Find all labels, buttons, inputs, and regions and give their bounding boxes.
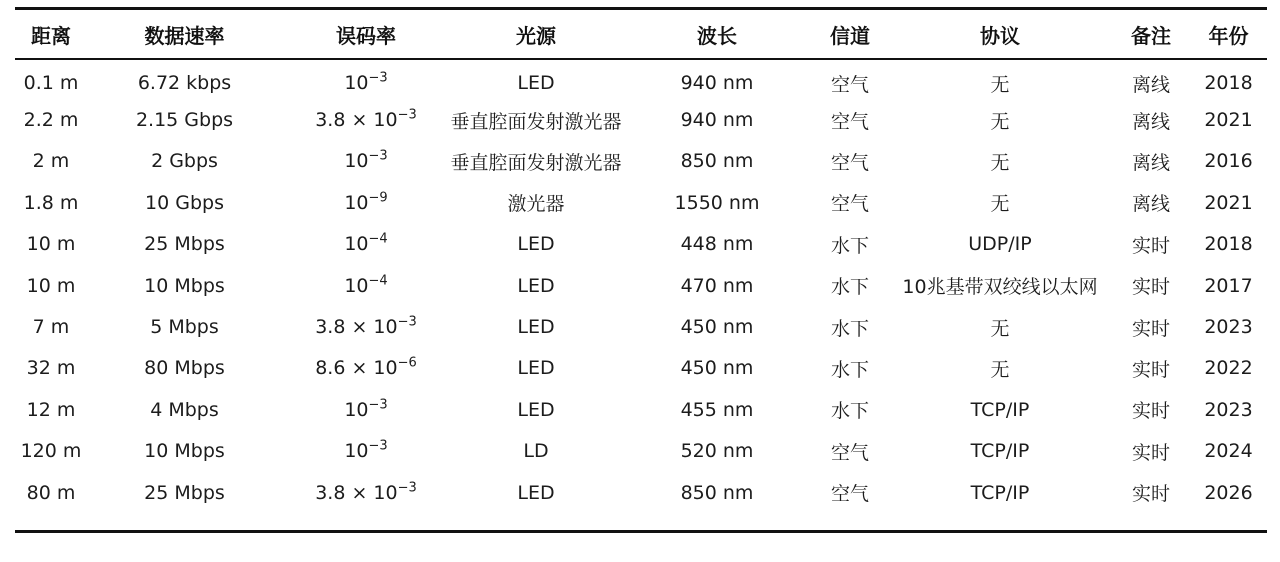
cell-ber	[282, 431, 450, 472]
ber-base: 10	[344, 440, 369, 463]
cell-ber	[282, 472, 450, 513]
cell-distance: 80 m	[26, 481, 76, 504]
header-ber: 误码率	[336, 23, 396, 48]
table-bottom-rule	[15, 530, 1267, 533]
cell-wavelength: 850 nm	[680, 150, 754, 173]
ber-exponent: −4	[368, 231, 388, 247]
header-note: 备注	[1131, 23, 1171, 48]
ber-exponent: −3	[397, 107, 417, 123]
cell-year: 2018	[1204, 233, 1253, 256]
header-row	[15, 10, 1267, 58]
cell-data-rate: 25 Mbps	[144, 233, 225, 256]
cell-channel: 水下	[830, 358, 869, 381]
cell-ber	[282, 99, 450, 140]
cell-distance: 1.8 m	[23, 191, 79, 214]
ber-mantissa: 3.8 ×	[315, 316, 374, 339]
cell-light-source: 激光器	[507, 193, 565, 216]
cell-year: 2016	[1204, 150, 1253, 173]
cell-wavelength: 470 nm	[680, 274, 754, 297]
cell-wavelength: 850 nm	[680, 481, 754, 504]
cell-ber	[282, 182, 450, 223]
cell-year: 2018	[1204, 72, 1253, 95]
cell-note: 实时	[1131, 276, 1170, 299]
cell-protocol: 无	[990, 110, 1010, 133]
header-data-rate: 数据速率	[144, 23, 225, 48]
cell-year: 2023	[1204, 316, 1253, 339]
ber-base: 10	[373, 109, 398, 132]
cell-distance: 10 m	[26, 233, 76, 256]
ber-base: 10	[344, 72, 369, 95]
header-wavelength: 波长	[697, 23, 737, 48]
table-row	[15, 431, 1267, 472]
cell-year: 2026	[1204, 481, 1253, 504]
cell-data-rate: 4 Mbps	[150, 398, 219, 421]
ber-exponent: −6	[397, 356, 417, 372]
cell-protocol: 无	[990, 151, 1010, 174]
cell-light-source: LD	[523, 440, 549, 463]
table-row	[15, 99, 1267, 140]
cell-distance: 2 m	[32, 150, 70, 173]
cell-note: 实时	[1131, 358, 1170, 381]
ber-base: 10	[344, 191, 369, 214]
cell-protocol: TCP/IP	[970, 481, 1030, 504]
cell-ber	[282, 58, 450, 99]
cell-ber	[282, 348, 450, 389]
ber-exponent: −3	[368, 149, 388, 165]
cell-ber	[282, 141, 450, 182]
cell-data-rate: 10 Mbps	[144, 440, 225, 463]
cell-year: 2023	[1204, 398, 1253, 421]
ber-base: 10	[344, 398, 369, 421]
cell-protocol: 无	[990, 193, 1010, 216]
cell-light-source: LED	[517, 316, 555, 339]
header-year: 年份	[1208, 23, 1249, 48]
table-row	[15, 141, 1267, 182]
cell-data-rate: 10 Gbps	[145, 191, 224, 214]
ber-exponent: −4	[368, 273, 388, 289]
ber-exponent: −3	[397, 314, 417, 330]
cell-light-source: LED	[517, 72, 555, 95]
ber-base: 10	[344, 150, 369, 173]
cell-wavelength: 448 nm	[680, 233, 754, 256]
ber-exponent: −3	[368, 397, 388, 413]
cell-year: 2017	[1204, 274, 1253, 297]
cell-year: 2021	[1204, 191, 1253, 214]
cell-channel: 空气	[830, 483, 869, 506]
cell-wavelength: 455 nm	[680, 398, 754, 421]
cell-ber	[282, 306, 450, 347]
cell-note: 离线	[1131, 151, 1170, 174]
ber-base: 10	[373, 357, 398, 380]
cell-ber	[282, 265, 450, 306]
cell-distance: 2.2 m	[23, 109, 79, 132]
cell-channel: 水下	[830, 400, 869, 423]
cell-distance: 7 m	[32, 316, 70, 339]
ber-base: 10	[373, 481, 398, 504]
header-channel: 信道	[830, 23, 870, 48]
cell-note: 实时	[1131, 483, 1170, 506]
ber-exponent: −3	[368, 70, 388, 86]
cell-year: 2022	[1204, 357, 1253, 380]
cell-channel: 水下	[830, 234, 869, 257]
cell-data-rate: 25 Mbps	[144, 481, 225, 504]
cell-distance: 10 m	[26, 274, 76, 297]
cell-wavelength: 940 nm	[680, 109, 754, 132]
cell-distance: 12 m	[26, 398, 76, 421]
ber-exponent: −3	[368, 438, 388, 454]
cell-distance: 0.1 m	[23, 72, 79, 95]
cell-ber	[282, 224, 450, 265]
table-row	[15, 58, 1267, 99]
cell-protocol: 无	[990, 73, 1010, 96]
cell-wavelength: 1550 nm	[674, 191, 760, 214]
cell-year: 2021	[1204, 109, 1253, 132]
cell-note: 实时	[1131, 317, 1170, 340]
cell-channel: 空气	[830, 110, 869, 133]
cell-wavelength: 940 nm	[680, 72, 754, 95]
header-distance: 距离	[31, 23, 71, 48]
cell-data-rate: 10 Mbps	[144, 274, 225, 297]
cell-note: 离线	[1131, 73, 1170, 96]
header-protocol: 协议	[980, 23, 1020, 48]
cell-protocol: 无	[990, 317, 1010, 340]
cell-note: 实时	[1131, 400, 1170, 423]
cell-note: 实时	[1131, 441, 1170, 464]
cell-protocol: 无	[990, 358, 1010, 381]
ber-exponent: −9	[368, 190, 388, 206]
table-row	[15, 224, 1267, 265]
cell-channel: 水下	[830, 317, 869, 340]
ber-exponent: −3	[397, 480, 417, 496]
cell-distance: 120 m	[20, 440, 82, 463]
table-body	[15, 58, 1267, 513]
cell-protocol: TCP/IP	[970, 398, 1030, 421]
cell-ber	[282, 389, 450, 430]
cell-data-rate: 2 Gbps	[151, 150, 218, 173]
table-row	[15, 265, 1267, 306]
cell-data-rate: 80 Mbps	[144, 357, 225, 380]
cell-channel: 空气	[830, 151, 869, 174]
header-light-source: 光源	[516, 23, 556, 48]
cell-light-source: LED	[517, 398, 555, 421]
cell-light-source: 垂直腔面发射激光器	[450, 151, 622, 174]
cell-channel: 空气	[830, 193, 869, 216]
cell-wavelength: 520 nm	[680, 440, 754, 463]
ber-base: 10	[344, 233, 369, 256]
cell-data-rate: 6.72 kbps	[137, 72, 232, 95]
cell-protocol: 10兆基带双绞线以太网	[902, 276, 1098, 299]
cell-light-source: LED	[517, 481, 555, 504]
cell-note: 离线	[1131, 110, 1170, 133]
cell-distance: 32 m	[26, 357, 76, 380]
table-row	[15, 348, 1267, 389]
cell-light-source: LED	[517, 274, 555, 297]
table-row	[15, 472, 1267, 513]
cell-note: 实时	[1131, 234, 1170, 257]
ber-mantissa: 3.8 ×	[315, 481, 374, 504]
table-row	[15, 306, 1267, 347]
cell-wavelength: 450 nm	[680, 357, 754, 380]
comparison-table	[15, 10, 1267, 513]
cell-note: 离线	[1131, 193, 1170, 216]
cell-channel: 空气	[830, 441, 869, 464]
cell-data-rate: 2.15 Gbps	[135, 109, 234, 132]
ber-base: 10	[373, 316, 398, 339]
ber-mantissa: 8.6 ×	[315, 357, 374, 380]
ber-mantissa: 3.8 ×	[315, 109, 374, 132]
cell-channel: 水下	[830, 276, 869, 299]
table-row	[15, 389, 1267, 430]
cell-light-source: LED	[517, 357, 555, 380]
cell-wavelength: 450 nm	[680, 316, 754, 339]
cell-year: 2024	[1204, 440, 1253, 463]
cell-light-source: LED	[517, 233, 555, 256]
ber-base: 10	[344, 274, 369, 297]
cell-data-rate: 5 Mbps	[150, 316, 219, 339]
cell-light-source: 垂直腔面发射激光器	[450, 110, 622, 133]
cell-channel: 空气	[830, 73, 869, 96]
cell-protocol: UDP/IP	[968, 233, 1032, 256]
cell-protocol: TCP/IP	[970, 440, 1030, 463]
table-row	[15, 182, 1267, 223]
